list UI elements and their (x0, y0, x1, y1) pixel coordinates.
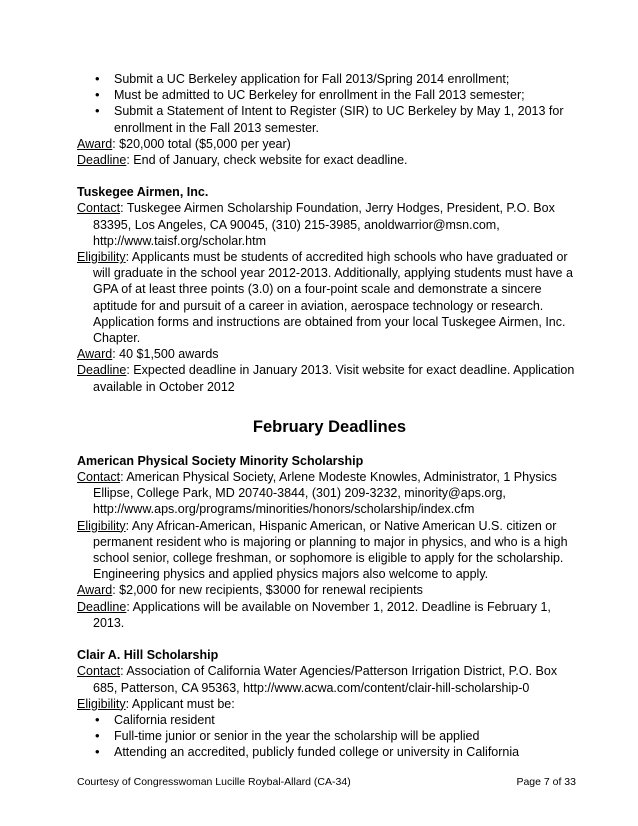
hill-requirements-list (77, 712, 582, 761)
deadline-label: Deadline (77, 363, 127, 378)
list-item: • Submit a Statement of Intent to Register (SIR) to UC Berkeley by May 1, 2013 for enrollment in the Fall 2013 semester. (77, 103, 582, 135)
award-label: Award (77, 136, 113, 151)
list-item: • California resident (77, 712, 582, 728)
aps-award (77, 582, 582, 598)
contact-label: Contact (77, 664, 121, 679)
aps-deadline (77, 599, 582, 631)
spacer (77, 168, 582, 184)
eligibility-label: Eligibility (77, 250, 126, 265)
page-content (77, 71, 582, 761)
footer-credit: Courtesy of Congresswoman Lucille Roybal-Allard (CA-34) (77, 776, 351, 788)
list-item: • Submit a UC Berkeley application for Fall 2013/Spring 2014 enrollment; (77, 71, 582, 87)
award-text: : $20,000 total ($5,000 per year) (112, 136, 291, 151)
hill-eligibility (77, 696, 582, 712)
contact-text: : Association of California Water Agencies/Patterson Irrigation District, P.O. Box 685, Patterson, CA 95363, http://www.acwa.com/content/clair-hill-scholarship-0 (93, 664, 558, 695)
deadline-text: : End of January, check website for exact deadline. (126, 153, 408, 168)
spacer (77, 631, 582, 647)
eligibility-label: Eligibility (77, 518, 126, 533)
eligibility-text: : Applicant must be: (125, 696, 235, 711)
contact-text: : American Physical Society, Arlene Modeste Knowles, Administrator, 1 Physics Ellipse, College Park, MD 20740-3844, (301) 209-3232, minority@aps.org, http://www.aps.org/programs/minorities/honors/scholarship/index.cfm (93, 470, 557, 517)
page-number: Page 7 of 33 (516, 776, 576, 788)
aps-contact (77, 469, 582, 518)
tuskegee-eligibility (77, 249, 582, 346)
section-heading: February Deadlines (252, 417, 407, 436)
contact-text: : Tuskegee Airmen Scholarship Foundation, Jerry Hodges, President, P.O. Box 83395, Los Angeles, CA 90045, (310) 215-3985, anoldwarrior@msn.com, http://www.taisf.org/scholar.htm (93, 201, 555, 248)
spacer (77, 437, 582, 453)
hill-contact (77, 663, 582, 695)
award-text: : 40 $1,500 awards (112, 347, 219, 362)
award-label: Award (77, 347, 113, 362)
award-text: : $2,000 for new recipients, $3000 for renewal recipients (112, 583, 423, 598)
tuskegee-deadline (77, 362, 582, 394)
tuskegee-contact (77, 200, 582, 249)
list-item: • Full-time junior or senior in the year the scholarship will be applied (77, 728, 582, 744)
list-item: • Attending an accredited, publicly funded college or university in California (77, 744, 582, 760)
list-item: • Must be admitted to UC Berkeley for enrollment in the Fall 2013 semester; (77, 87, 582, 103)
contact-label: Contact (77, 201, 121, 216)
contact-label: Contact (77, 470, 121, 485)
deadline-label: Deadline (77, 153, 127, 168)
deadline-text: : Expected deadline in January 2013. Visit website for exact deadline. Application available in October 2012 (93, 363, 575, 394)
deadline-label: Deadline (77, 599, 127, 614)
tuskegee-award (77, 346, 582, 362)
eligibility-text: : Applicants must be students of accredited high schools who have graduated or will graduate in the school year 2012-2013. Additionally, applying students must have a GPA of at least three points (3.0) on a four-point scale and demonstrate a sincere aptitude for and pursuit of a career in aviation, aerospace technology or research. Application forms and instructions are obtained from your local Tuskegee Airmen, Inc. Chapter. (93, 250, 573, 346)
scholarship-title-aps: American Physical Society Minority Scholarship (77, 453, 364, 468)
eligibility-label: Eligibility (77, 696, 126, 711)
deadline-text: : Applications will be available on November 1, 2012. Deadline is February 1, 2013. (93, 599, 551, 630)
eligibility-text: : Any African-American, Hispanic American, or Native American U.S. citizen or permanent resident who is majoring or planning to major in physics, and who is a high school senior, college freshman, or sophomore is eligible to apply for the scholarship. Engineering physics and applied physics majors also welcome to apply. (93, 518, 568, 582)
aps-eligibility (77, 518, 582, 583)
award-label: Award (77, 583, 113, 598)
scholarship-title-tuskegee: Tuskegee Airmen, Inc. (77, 185, 209, 200)
berkeley-award (77, 136, 582, 152)
spacer (77, 395, 582, 417)
scholarship-title-hill: Clair A. Hill Scholarship (77, 648, 219, 663)
berkeley-requirements-list (77, 71, 582, 136)
berkeley-deadline (77, 152, 582, 168)
